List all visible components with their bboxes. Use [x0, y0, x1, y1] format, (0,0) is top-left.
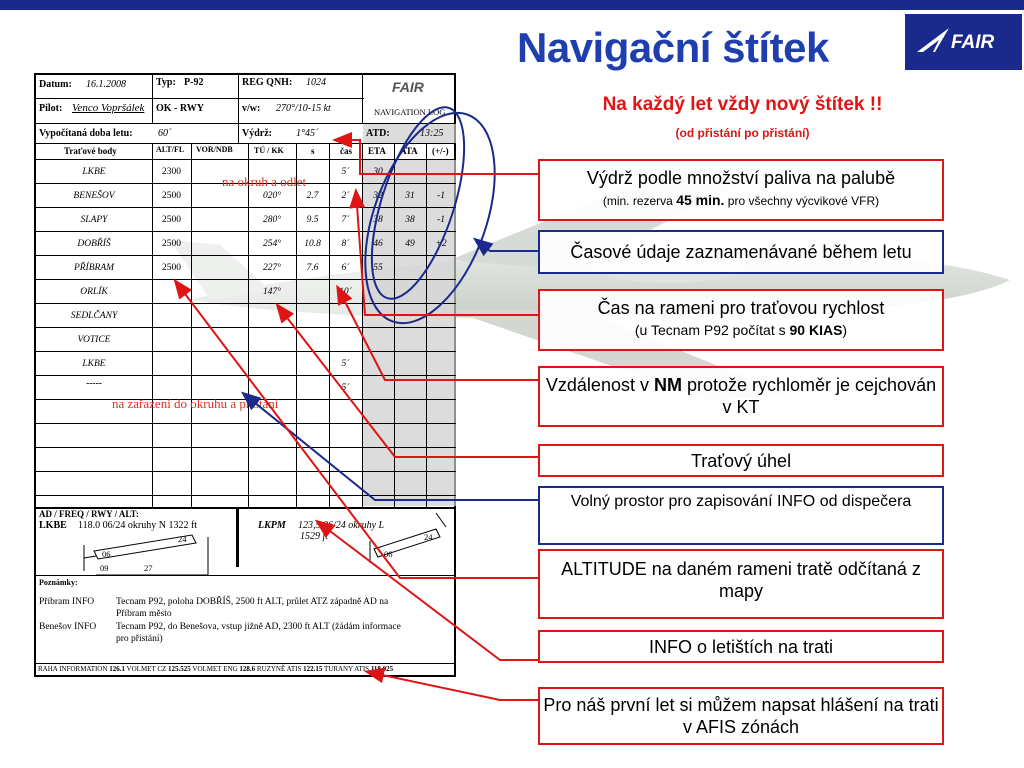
note-1-text-cont: Příbram město	[116, 609, 172, 619]
callout-track-angle: Traťový úhel	[538, 444, 944, 477]
callout-afis-reports: Pro náš první let si můžem napsat hlášení na trati v AFIS zónách	[538, 687, 944, 745]
lkbe-rwy-09: 09	[100, 563, 109, 573]
lkbe-rwy-24: 24	[178, 534, 187, 544]
col-points: Traťové body	[64, 146, 117, 156]
col-tu: TÚ / KK	[254, 146, 284, 155]
row-point: SEDLČANY	[70, 311, 118, 321]
row-tu: 020°	[262, 191, 282, 201]
row-alt: 2300	[162, 167, 181, 177]
col-ata: ATA	[400, 146, 418, 156]
lkbe-info: 118.0 06/24 okruhy N 1322 ft	[78, 520, 198, 531]
callout-endurance: Výdrž podle množství paliva na palubě (min. rezerva 45 min. pro všechny výcvikové VFR)	[538, 159, 944, 221]
card-logo-text: FAIR	[392, 79, 424, 95]
callout-airport-info: INFO o letištích na trati	[538, 630, 944, 663]
row-eta: 38	[373, 215, 383, 225]
navigation-log-label: NAVIGATION LOG	[374, 107, 446, 117]
row-point: ORLÍK	[80, 287, 108, 297]
col-diff: (+/-)	[432, 146, 449, 156]
note-1-text: Tecnam P92, poloha DOBŘÍŠ, 2500 ft ALT, průlet ATZ západně AD na	[116, 597, 389, 607]
handwritten-departure: na okruh a odlet	[222, 174, 307, 189]
lkpm-rwy-06: 06	[384, 549, 393, 559]
row-s: 7.6	[306, 263, 319, 273]
row-alt: 2500	[162, 263, 181, 273]
col-eta: ETA	[368, 146, 386, 156]
lkbe-rwy-06: 06	[102, 549, 111, 559]
typ-value: P-92	[184, 77, 204, 88]
logo-text: FAIR	[951, 32, 995, 53]
callout-time-records: Časové údaje zaznamenávané během letu	[538, 230, 944, 274]
row-tu: 254°	[262, 239, 282, 249]
highlight-ellipse-time-columns	[340, 95, 520, 340]
lkbe-rwy-27: 27	[144, 563, 153, 573]
col-s: s	[311, 146, 315, 156]
typ-label: Typ:	[156, 77, 176, 88]
row-cas: 8´	[341, 239, 350, 249]
note-2-text: Tecnam P92, do Benešova, vstup jižně AD, 2300 ft ALT (žádám informace	[116, 622, 401, 632]
col-cas: čas	[340, 146, 352, 156]
frequency-footer: RAHA INFORMATION 126.1 VOLMET CZ 125.525 VOLMET ENG 128.6 RUZYNĚ ATIS 122.15 TURANY ATIS 118.025	[38, 665, 394, 673]
subtitle: Na každý let vždy nový štítek !!	[602, 94, 883, 115]
flight-time-label: Vypočítaná doba letu:	[39, 128, 133, 139]
row-s: 2.7	[306, 191, 319, 201]
row-point: BENEŠOV	[73, 191, 115, 201]
row-tu: 280°	[262, 215, 282, 225]
row-cas: 2´	[341, 191, 350, 201]
callout-info-space: Volný prostor pro zapisování INFO od dispečera	[538, 486, 944, 545]
row-alt: 2500	[162, 239, 181, 249]
row-point: -----	[86, 379, 102, 389]
row-point: LKBE	[82, 359, 106, 369]
lkpm-name: LKPM	[258, 520, 286, 531]
callout-distance: Vzdálenost v NM protože rychloměr je cejchován v KT	[538, 366, 944, 427]
datum-value: 16.1.2008	[86, 79, 126, 90]
pilot-value: Venco Vopršálek	[72, 102, 145, 114]
ad-label: AD / FREQ / RWY / ALT:	[39, 509, 139, 519]
row-eta: 46	[373, 239, 383, 249]
wind-label: v/w:	[242, 103, 261, 114]
flight-time-value: 60´	[158, 128, 172, 139]
row-alt: 2500	[162, 191, 181, 201]
row-point: PŘÍBRAM	[73, 263, 115, 273]
pilot-label: Pilot:	[39, 103, 63, 114]
row-cas: 7´	[341, 215, 350, 225]
callout-altitude: ALTITUDE na daném rameni tratě odčítaná z mapy	[538, 549, 944, 619]
row-diff: -1	[437, 191, 445, 201]
row-diff: -1	[437, 215, 445, 225]
wind-value: 270°/10-15 kt	[276, 103, 331, 114]
datum-label: Datum:	[39, 79, 72, 90]
row-s: 10.8	[304, 239, 321, 249]
row-ata: 49	[405, 239, 415, 249]
row-eta: 55	[373, 263, 383, 273]
row-point: LKBE	[82, 167, 106, 177]
registration-value: OK - RWY	[156, 103, 204, 114]
note-2-text-cont: pro přistání)	[116, 634, 163, 644]
lkpm-elevation: 1529 ft	[300, 531, 329, 542]
endurance-value: 1°45´	[296, 128, 319, 139]
endurance-label: Výdrž:	[242, 128, 272, 139]
row-tu: 227°	[262, 263, 282, 273]
row-eta: 32	[373, 191, 383, 201]
row-eta: 30	[373, 167, 383, 177]
row-point: DOBŘÍŠ	[77, 239, 111, 249]
qnh-label: REG QNH:	[242, 77, 293, 88]
row-cas: 5´	[341, 359, 350, 369]
note-1-place: Příbram INFO	[39, 597, 95, 607]
callout-leg-time: Čas na rameni pro traťovou rychlost (u Tecnam P92 počítat s 90 KIAS)	[538, 289, 944, 351]
row-diff: +2	[435, 239, 447, 249]
row-cas: 5´	[341, 383, 350, 393]
note-2-place: Benešov INFO	[39, 622, 97, 632]
row-cas: 5´	[341, 167, 350, 177]
qnh-value: 1024	[306, 77, 326, 88]
row-cas: 6´	[341, 263, 350, 273]
row-cas: 10´	[339, 287, 352, 297]
lkbe-name: LKBE	[39, 520, 67, 531]
row-tu: 147°	[262, 287, 282, 297]
page-title: Navigační štítek	[517, 24, 829, 71]
col-alt: ALT/FL	[156, 145, 185, 154]
row-s: 9.5	[306, 215, 319, 225]
row-alt: 2500	[162, 215, 181, 225]
col-vor: VOR/NDB	[196, 145, 233, 154]
row-point: SLAPY	[80, 215, 108, 225]
row-point: VOTICE	[77, 335, 111, 345]
subtitle-note: (od přistání po přistání)	[675, 126, 810, 140]
lkpm-rwy-24: 24	[424, 532, 433, 542]
row-ata: 31	[405, 191, 415, 201]
lkpm-info: 123,5 06/24 okruhy L	[298, 520, 385, 531]
notes-label: Poznámky:	[39, 578, 78, 587]
row-ata: 38	[405, 215, 415, 225]
handwritten-arrival: na zařazení do okruhu a přistání	[112, 396, 279, 411]
atd-value: 13:25	[420, 128, 444, 139]
atd-label: ATD:	[366, 128, 390, 139]
